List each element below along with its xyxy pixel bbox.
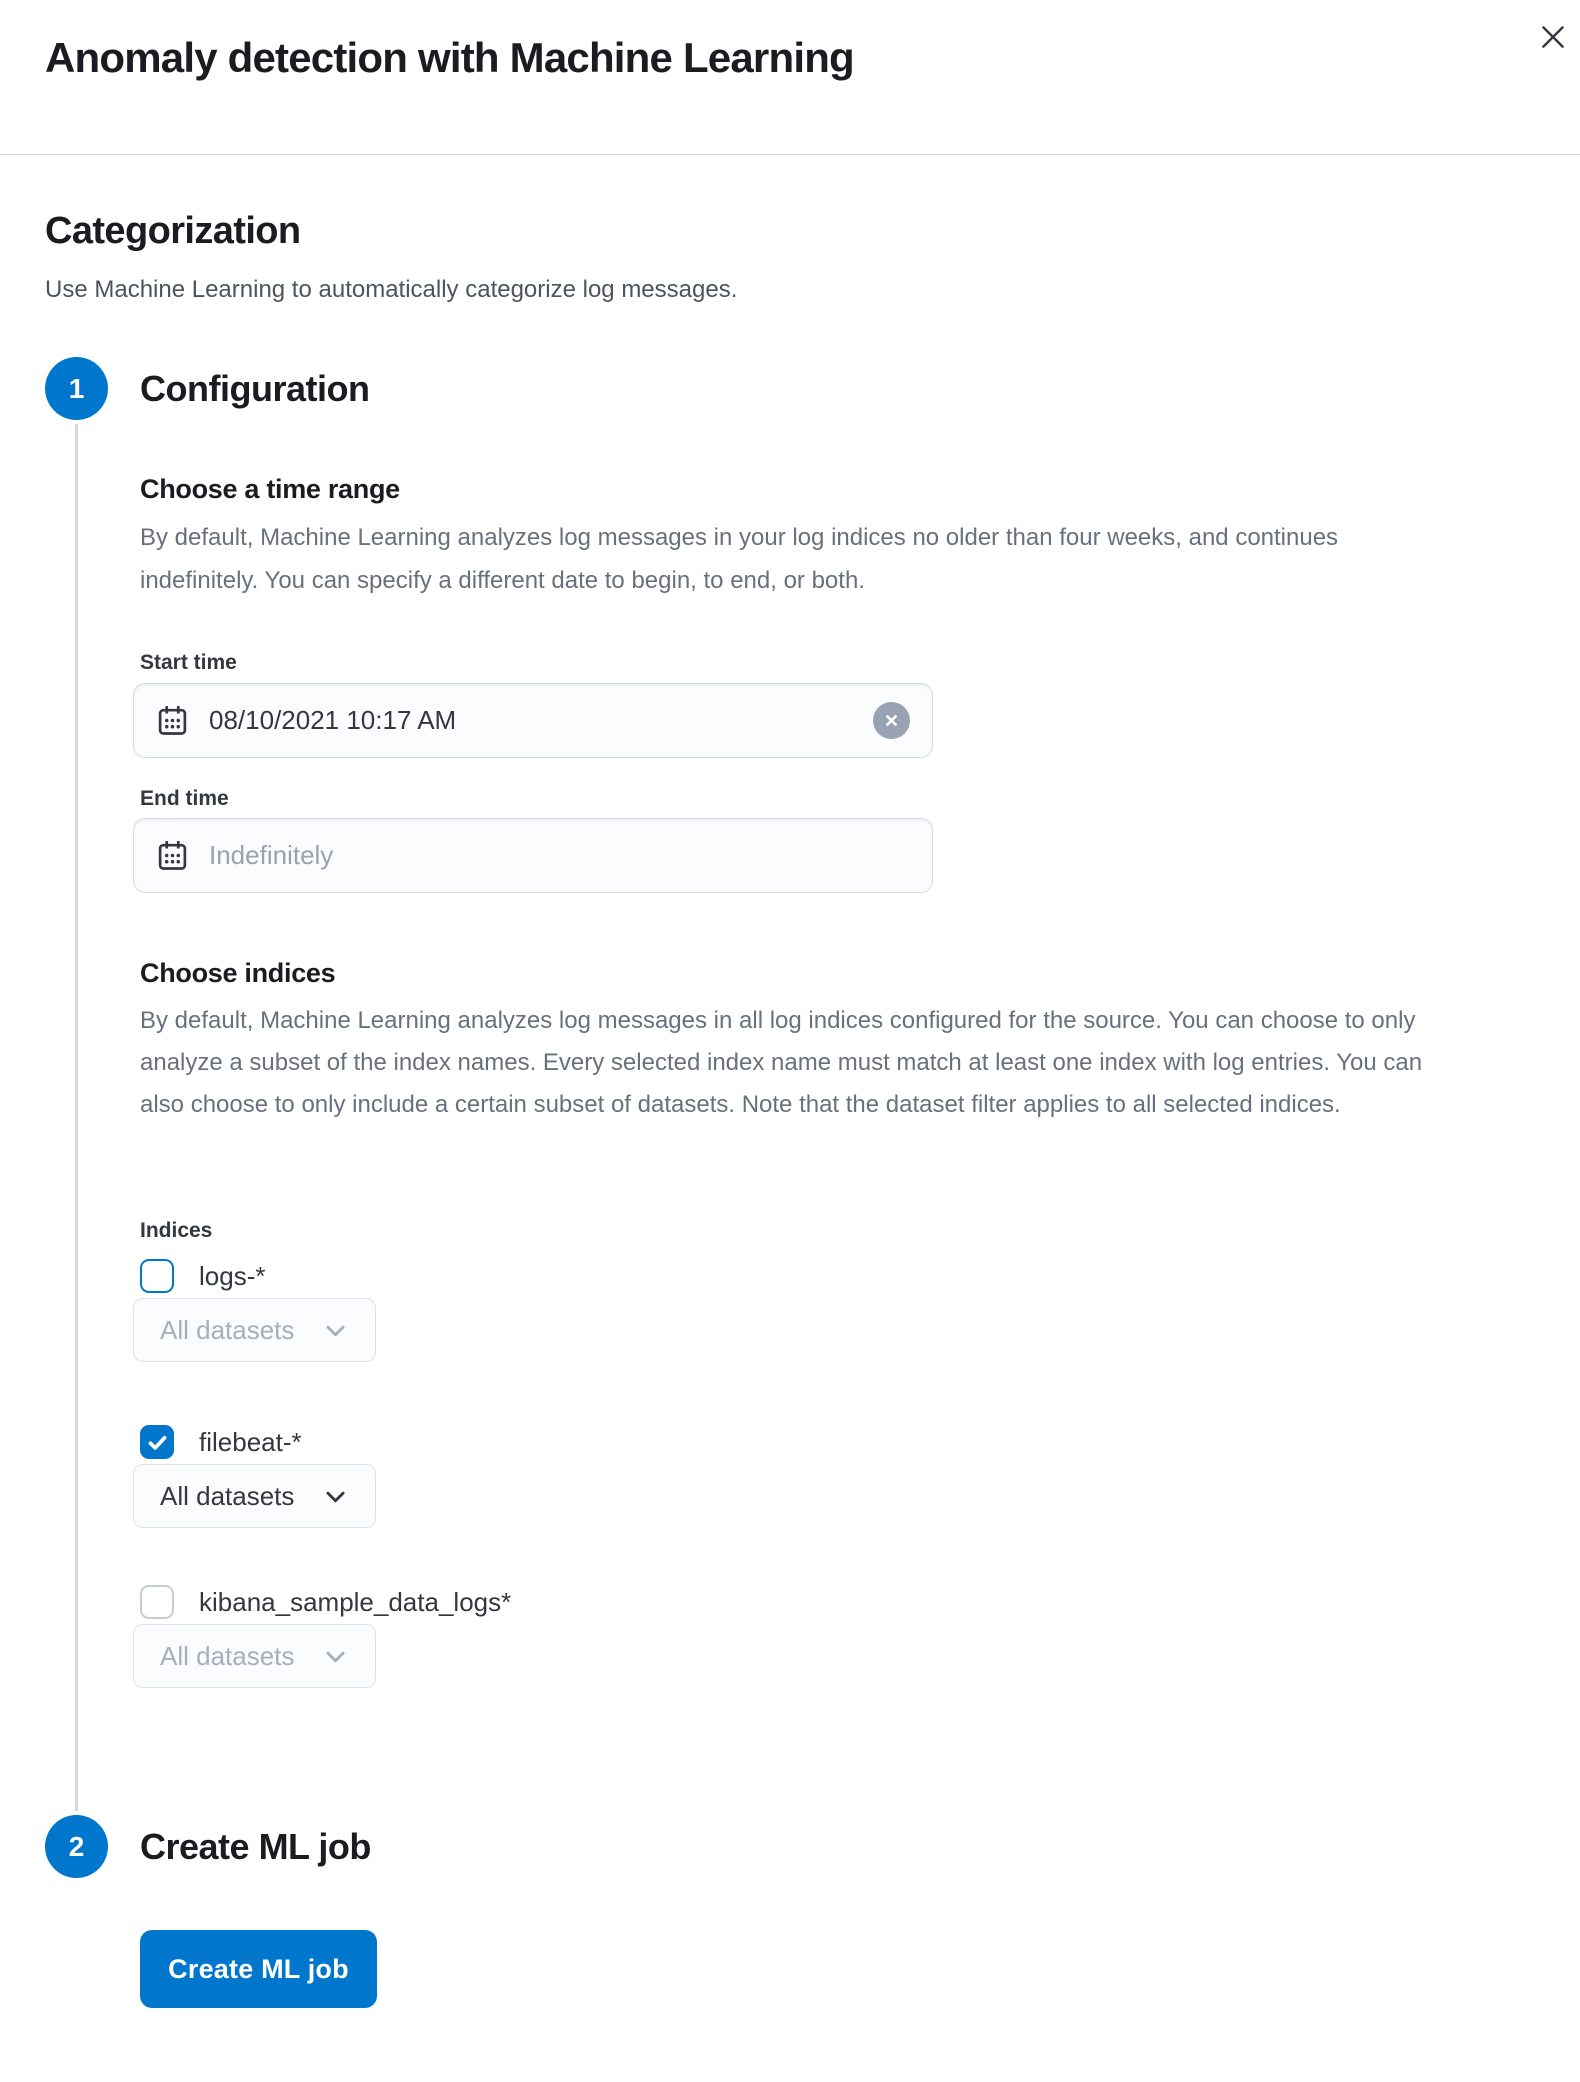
end-time-field[interactable]	[133, 818, 933, 893]
close-icon	[1537, 21, 1569, 53]
dataset-filter-logs	[133, 1298, 376, 1362]
start-time-input[interactable]	[209, 705, 853, 736]
index-label-logs[interactable]: logs-*	[199, 1260, 266, 1291]
index-checkbox-logs[interactable]	[140, 1259, 174, 1293]
create-ml-job-button[interactable]	[140, 1930, 377, 2008]
step-2-number: 2	[68, 1830, 85, 1862]
index-checkbox-kibana[interactable]	[140, 1585, 174, 1619]
step-1-number: 1	[68, 372, 85, 404]
choose-indices-heading: Choose indices	[140, 958, 336, 988]
clear-icon	[882, 711, 901, 730]
dataset-filter-label: All datasets	[160, 1480, 295, 1511]
choose-indices-description: By default, Machine Learning analyzes log messages in all log indices configured for the source. You can choose to only analyze a subset of the index names. Every selected index name must match at least one index with log entries. You can also choose to only include a certain subset of datasets. Note that the dataset filter applies to all selected indices.	[140, 1007, 1423, 1118]
header-divider	[0, 154, 1580, 155]
dataset-filter-kibana	[133, 1624, 376, 1688]
categorization-heading: Categorization	[45, 210, 301, 252]
step-1-title: Configuration	[140, 368, 370, 409]
index-row-kibana	[140, 1584, 511, 1620]
clear-start-time-button[interactable]	[873, 702, 910, 739]
end-time-label: End time	[140, 787, 229, 810]
close-button[interactable]	[1526, 10, 1580, 64]
calendar-icon	[156, 839, 189, 872]
create-ml-job-button-label: Create ML job	[168, 1953, 349, 1984]
index-label-kibana[interactable]: kibana_sample_data_logs*	[199, 1586, 512, 1617]
calendar-icon	[156, 704, 189, 737]
indices-label: Indices	[140, 1219, 213, 1242]
index-label-filebeat[interactable]: filebeat-*	[199, 1426, 302, 1457]
end-time-input[interactable]	[209, 840, 910, 871]
time-range-heading: Choose a time range	[140, 474, 400, 504]
index-row-logs	[140, 1258, 265, 1294]
chevron-down-icon	[322, 1483, 349, 1510]
dataset-filter-label: All datasets	[160, 1314, 295, 1345]
start-time-field[interactable]	[133, 683, 933, 758]
start-time-label: Start time	[140, 651, 237, 674]
flyout-title: Anomaly detection with Machine Learning	[45, 34, 854, 81]
index-row-filebeat	[140, 1424, 302, 1460]
dataset-filter-label: All datasets	[160, 1640, 295, 1671]
chevron-down-icon	[322, 1317, 349, 1344]
step-connector-line	[75, 424, 78, 1811]
chevron-down-icon	[322, 1643, 349, 1670]
index-checkbox-filebeat[interactable]	[140, 1425, 174, 1459]
step-2-title: Create ML job	[140, 1826, 371, 1867]
step-2-indicator	[45, 1815, 108, 1878]
time-range-description: By default, Machine Learning analyzes log messages in your log indices no older than four weeks, and continues indefinitely. You can specify a different date to begin, to end, or both.	[140, 524, 1339, 594]
step-1-indicator	[45, 357, 108, 420]
categorization-description: Use Machine Learning to automatically categorize log messages.	[45, 276, 738, 303]
check-icon	[145, 1430, 170, 1455]
dataset-filter-filebeat[interactable]	[133, 1464, 376, 1528]
